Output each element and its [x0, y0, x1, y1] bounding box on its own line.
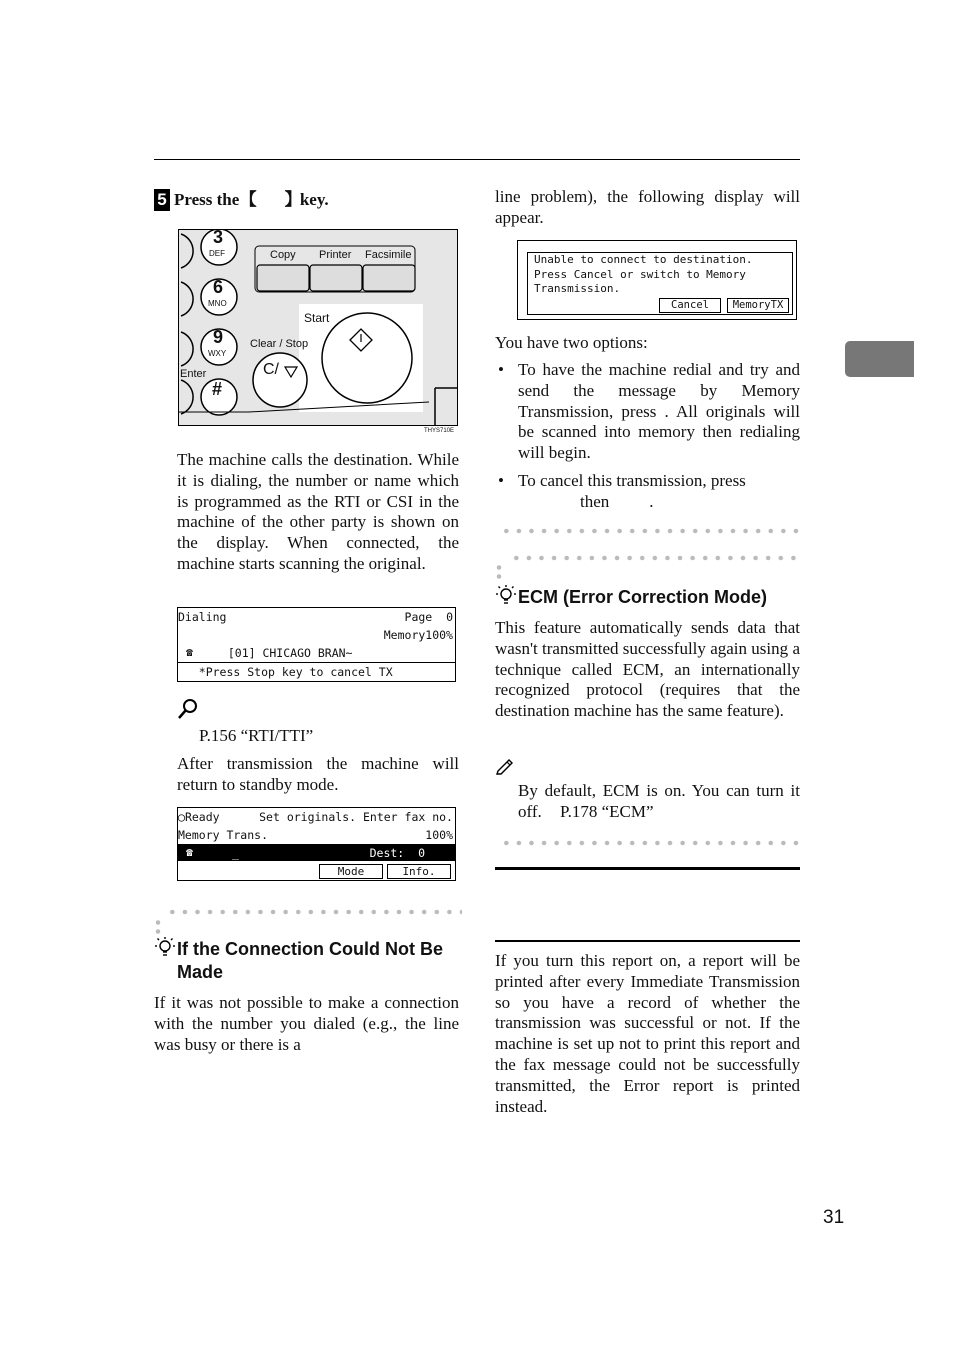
info-button[interactable]: Info.	[387, 864, 451, 879]
lcd-standby-display	[177, 807, 456, 881]
lcd-set-originals: Set originals. Enter fax no.	[259, 810, 453, 824]
ready-indicator-icon: ◯	[178, 810, 185, 824]
key-3-letters: DEF	[209, 249, 225, 258]
header-rule	[154, 159, 800, 160]
lcd-page-count: Page 0	[404, 610, 453, 624]
lcd-memory-level: Memory100%	[383, 628, 453, 642]
control-panel-figure	[178, 229, 458, 426]
key-3-digit: 3	[213, 229, 224, 247]
paragraph-connection-failed: If it was not possible to make a connection with the number you dialed (e.g., the line was busy or there is a	[154, 993, 459, 1054]
ecm-title: ECM (Error Correction Mode)	[518, 587, 768, 607]
paragraph-report: If you turn this report on, a report will be printed after every Immediate Transmission so you have a record of whether the transmission was successful or not. If the machine is set up not to print this report and the fax message could not be successfully transmitted, the Error report is printed instead.	[495, 951, 800, 1116]
step-heading	[154, 189, 329, 215]
step-instruction-key-suffix: key.	[299, 189, 329, 209]
option-redial-tail: All originals will be scanned into memory then redialing will begin.	[518, 401, 801, 463]
clear-stop-label: Clear / Stop	[250, 338, 309, 350]
paragraph-line-problem: line problem), the following display will appear.	[495, 187, 800, 227]
tip-title-connection: If the Connection Could Not Be Made	[177, 939, 443, 982]
paragraph-ecm: This feature automatically sends data that wasn't transmitted successfully again using a technique called ECM, an internationally recognized protocol (requires that the destination machine has the same feature).	[495, 618, 800, 721]
key-6-digit: 6	[213, 277, 224, 297]
printer-button-label: Printer	[319, 249, 352, 261]
chapter-tab	[845, 341, 914, 377]
magnifier-icon	[177, 698, 199, 725]
paragraph-standby: After transmission the machine will return to standby mode.	[177, 754, 459, 794]
paragraph-calls-destination: The machine calls the destination. While it is dialing, the number or name which is programmed as the RTI or CSI in the machine of the other party is shown on the display. When connected, the machine starts scanning the original.	[177, 450, 459, 573]
mode-button[interactable]: Mode	[319, 864, 383, 879]
lcd-destination: [01] CHICAGO BRAN~	[214, 646, 353, 660]
options-intro: You have two options:	[495, 333, 648, 352]
lcd-error-display-frame	[517, 240, 797, 320]
lcd-error-line1: Unable to connect to destination.	[534, 253, 753, 266]
lcd-stop-hint: *Press Stop key to cancel TX	[178, 665, 393, 679]
cancel-button[interactable]: Cancel	[659, 298, 721, 313]
option-cancel-text: To cancel this transmission, press	[518, 471, 746, 490]
page-number: 31	[823, 1207, 845, 1228]
key-9-letters: WXY	[208, 349, 227, 358]
option-redial-text: To have the machine redial and try and send the message by Memory Transmission, press .	[518, 360, 800, 421]
key-bracket-open: 【	[239, 189, 257, 209]
option-cancel-then: then	[580, 491, 610, 511]
note-ecm-default	[518, 781, 800, 823]
clear-symbol: C/	[263, 361, 279, 378]
option-redial	[518, 360, 800, 464]
key-hash-digit: #	[212, 379, 223, 399]
step-number-badge: 5	[154, 189, 170, 211]
note-ecm-text: By default, ECM is on. You can turn it off.	[518, 781, 800, 821]
dotted-corner	[496, 563, 502, 581]
bullet-dot-1: •	[498, 360, 504, 379]
dotted-rule	[510, 555, 800, 561]
dotted-rule	[500, 840, 800, 846]
lightbulb-icon	[495, 584, 517, 613]
section-rule-thin	[495, 940, 800, 942]
lcd-memory-trans: Memory Trans.	[178, 828, 269, 842]
lcd-error-line2: Press Cancel or switch to Memory	[534, 267, 746, 281]
figure-id-caption: THYS710E	[424, 428, 455, 434]
key-9-digit: 9	[213, 327, 224, 347]
note-ecm-reference[interactable]: P.178 “ECM”	[560, 801, 654, 821]
option-cancel	[518, 471, 800, 513]
section-rule-thick	[495, 867, 800, 870]
reference-rti-tti[interactable]: P.156 “RTI/TTI”	[199, 726, 314, 745]
lcd-cursor: _	[232, 846, 239, 860]
facsimile-button-label: Facsimile	[365, 249, 412, 261]
key-6-letters: MNO	[208, 299, 227, 308]
lcd-error-line3: Transmission.	[534, 282, 621, 295]
lcd-dest-count: Dest: 0	[369, 846, 425, 860]
phone-icon: ☎	[186, 845, 193, 859]
copy-button-label: Copy	[270, 249, 296, 261]
lightbulb-icon	[154, 936, 176, 965]
dotted-rule	[166, 909, 462, 915]
enter-label: Enter	[180, 368, 207, 380]
phone-icon: ☎	[186, 645, 193, 659]
lcd-dialing-display	[177, 607, 456, 682]
step-instruction-text: Press the	[174, 189, 240, 209]
lcd-memory-percent: 100%	[425, 828, 453, 842]
dotted-rule	[500, 528, 800, 534]
memory-tx-button[interactable]: MemoryTX	[727, 298, 789, 313]
lcd-ready: Ready	[184, 810, 220, 824]
start-label: Start	[304, 311, 330, 325]
pencil-note-icon	[495, 755, 515, 780]
option-cancel-end: .	[649, 491, 654, 511]
dotted-corner	[155, 918, 161, 936]
key-bracket-close: 】	[284, 189, 302, 209]
bullet-dot-2: •	[498, 471, 504, 490]
lcd-dialing-status: Dialing	[178, 610, 227, 624]
